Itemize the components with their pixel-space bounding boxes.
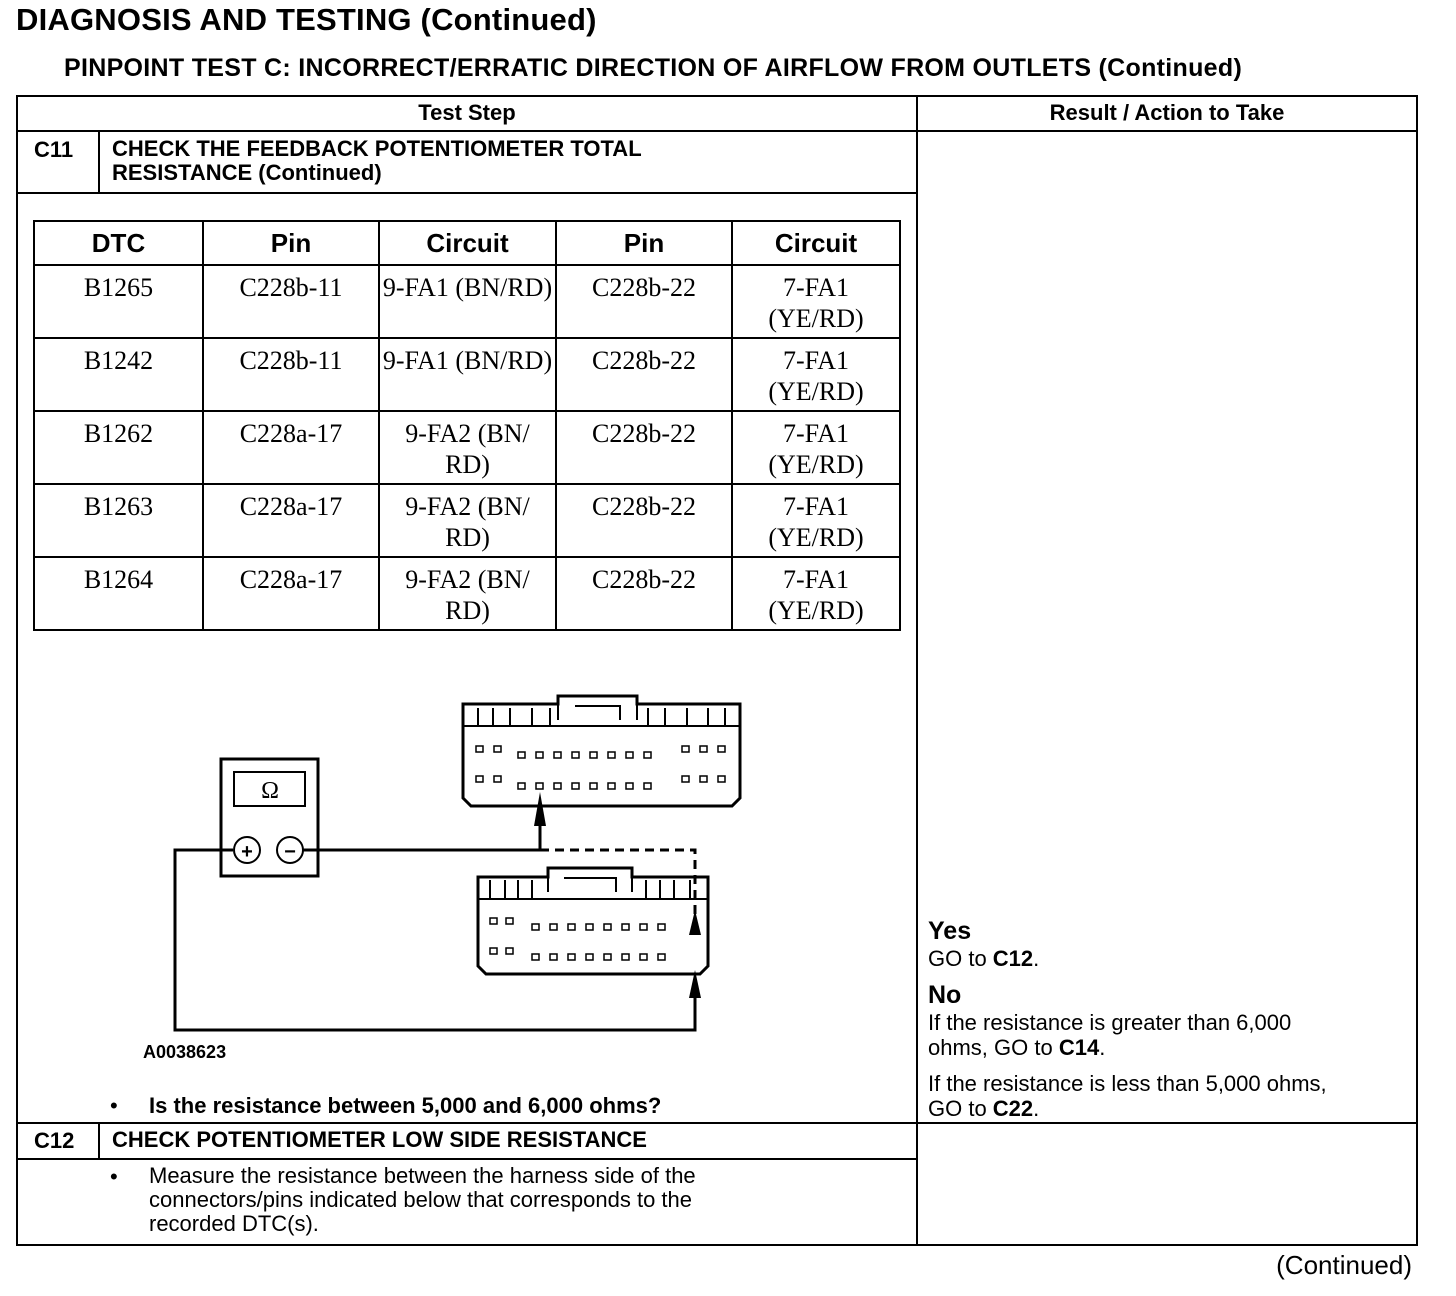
col-header-pin: Pin: [203, 221, 379, 265]
ohmmeter-body: [221, 759, 318, 876]
goto-c22-link[interactable]: C22: [992, 1096, 1034, 1121]
yes-action: [928, 946, 1327, 971]
dtc-cell: B1262: [34, 411, 203, 484]
pin-cell: C228b-22: [556, 484, 732, 557]
circuit-cell: 9-FA1 (BN/RD): [379, 338, 556, 411]
pin-cell: C228b-22: [556, 411, 732, 484]
action-text: If the resistance is greater than 6,000: [928, 1010, 1292, 1035]
minus-terminal-icon: −: [284, 841, 296, 863]
action-text: .: [1033, 1096, 1040, 1121]
action-text: GO to: [928, 946, 993, 971]
dtc-table-header-row: [34, 221, 900, 265]
c12-bullet-icon: •: [110, 1164, 118, 1189]
ohmmeter-connector-diagram: [160, 680, 760, 1040]
table-row: [34, 411, 900, 484]
action-text: .: [1099, 1035, 1106, 1060]
pin-cell: C228a-17: [203, 557, 379, 630]
continued-label: (Continued): [1276, 1250, 1412, 1280]
c11-result: [928, 917, 1327, 1121]
pinpoint-test-title: PINPOINT TEST C: INCORRECT/ERRATIC DIRECTION OF AIRFLOW FROM OUTLETS (Continued): [64, 54, 1243, 82]
step-title-line: RESISTANCE (Continued): [112, 160, 382, 185]
step-title-c12: CHECK POTENTIOMETER LOW SIDE RESISTANCE: [112, 1127, 647, 1152]
pin-cell: C228b-11: [203, 265, 379, 338]
c12-instruction: [149, 1164, 696, 1236]
step-title-line: CHECK THE FEEDBACK POTENTIOMETER TOTAL: [112, 136, 642, 161]
pin-cell: C228b-11: [203, 338, 379, 411]
action-text: .: [1033, 946, 1040, 971]
no-label: No: [928, 981, 962, 1009]
circuit-cell: 7-FA1 (YE/RD): [732, 411, 900, 484]
pin-cell: C228a-17: [203, 411, 379, 484]
yes-label: Yes: [928, 917, 972, 945]
circuit-cell: 9-FA1 (BN/RD): [379, 265, 556, 338]
col-header-dtc: DTC: [34, 221, 203, 265]
no-action-greater: [928, 1010, 1327, 1060]
pin-cell: C228a-17: [203, 484, 379, 557]
page-title: DIAGNOSIS AND TESTING (Continued): [16, 2, 597, 37]
circuit-cell: 9-FA2 (BN/ RD): [379, 557, 556, 630]
dtc-cell: B1264: [34, 557, 203, 630]
table-row: [34, 338, 900, 411]
circuit-cell: 7-FA1 (YE/RD): [732, 265, 900, 338]
dtc-pin-table: [33, 220, 901, 631]
action-text: GO to: [928, 1096, 993, 1121]
instruction-line: connectors/pins indicated below that corresponds to the: [149, 1187, 692, 1212]
plus-terminal-icon: +: [241, 841, 253, 863]
pin-cell: C228b-22: [556, 338, 732, 411]
table-row: [34, 484, 900, 557]
dtc-cell: B1263: [34, 484, 203, 557]
col-header-circuit: Circuit: [379, 221, 556, 265]
step-id-c11: C11: [34, 137, 74, 162]
action-text: If the resistance is less than 5,000 ohms,: [928, 1071, 1327, 1096]
goto-c14-link[interactable]: C14: [1058, 1035, 1100, 1060]
step-id-c12: C12: [34, 1128, 75, 1153]
step-title-c11: [112, 137, 642, 185]
figure-code: A0038623: [143, 1042, 227, 1062]
instruction-line: Measure the resistance between the harness side of the: [149, 1163, 696, 1188]
test-step-header: Test Step: [418, 100, 516, 125]
goto-c12-link[interactable]: C12: [992, 946, 1034, 971]
pin-cell: C228b-22: [556, 265, 732, 338]
circuit-cell: 7-FA1 (YE/RD): [732, 557, 900, 630]
pin-cell: C228b-22: [556, 557, 732, 630]
no-action-less: [928, 1071, 1327, 1121]
col-header-pin: Pin: [556, 221, 732, 265]
result-header: Result / Action to Take: [1049, 100, 1285, 125]
ohm-symbol: Ω: [261, 778, 279, 804]
circuit-cell: 9-FA2 (BN/ RD): [379, 411, 556, 484]
c11-question: Is the resistance between 5,000 and 6,000 ohms?: [149, 1093, 662, 1118]
c11-bullet-icon: •: [110, 1093, 118, 1118]
table-row: [34, 557, 900, 630]
action-text: ohms, GO to: [928, 1035, 1059, 1060]
instruction-line: recorded DTC(s).: [149, 1211, 319, 1236]
dtc-cell: B1242: [34, 338, 203, 411]
circuit-cell: 7-FA1 (YE/RD): [732, 338, 900, 411]
table-row: [34, 265, 900, 338]
col-header-circuit: Circuit: [732, 221, 900, 265]
circuit-cell: 9-FA2 (BN/ RD): [379, 484, 556, 557]
dtc-cell: B1265: [34, 265, 203, 338]
circuit-cell: 7-FA1 (YE/RD): [732, 484, 900, 557]
